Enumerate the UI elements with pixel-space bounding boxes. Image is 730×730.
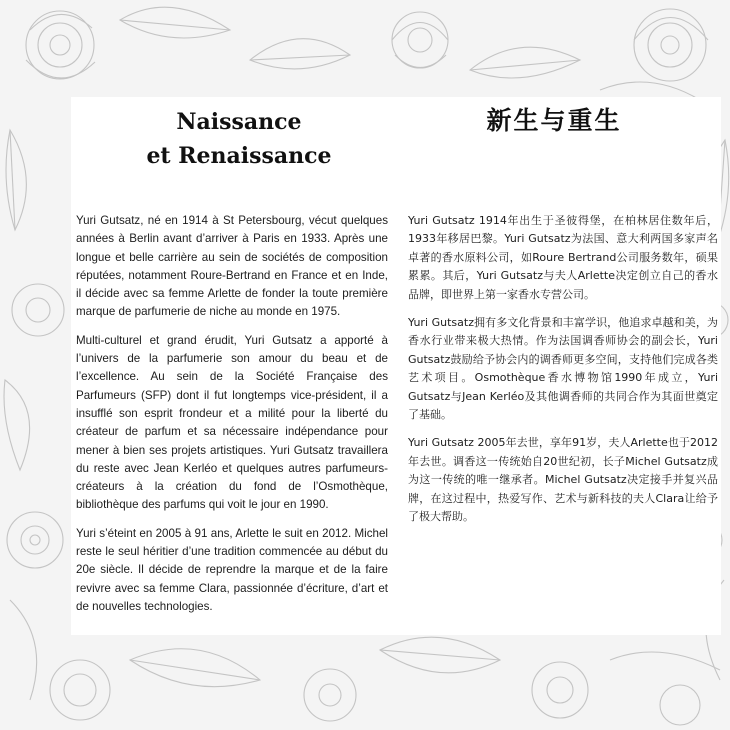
- french-title: [75, 105, 403, 173]
- chinese-text-column: [408, 212, 718, 537]
- french-text-column: [76, 212, 388, 626]
- french-paragraph: Multi-culturel et grand érudit, Yuri Gutsatz a apporté à l’univers de la parfumerie son amour du beau et de l’excellence. Au sein de la Société Française des Parfumeurs (SFP) dont il fut longtemps vice-président, il a insufflé son esprit frondeur et a milité pour la liberté du créateur de parfum et sa nécessaire indépendance pour mener à bien ses projets artistiques. Yuri Gutsatz travaillera du reste avec Jean Kerléo et quelques autres parfumeurs-créateurs à la création du fond de l’Osmothèque, bibliothèque des parfums qui voit le jour en 1990.: [76, 333, 388, 512]
- french-title-line-1: Naissance: [176, 109, 302, 135]
- chinese-paragraph: Yuri Gutsatz 1914年出生于圣彼得堡，在柏林居住数年后，1933年移居巴黎。Yuri Gutsatz为法国、意大利两国多家声名卓著的香水原料公司，如Roure Bertrand公司服务数年，硕果累累。其后，Yuri Gutsatz与夫人Arlette决定创立自己的香水品牌，即世界上第一家香水专营公司。: [408, 214, 718, 301]
- chinese-paragraph: Yuri Gutsatz拥有多文化背景和丰富学识，他追求卓越和美，为香水行业带来极大热情。作为法国调香师协会的副会长，Yuri Gutsatz鼓励给予协会内的调香师更多空间，支持他们完成各类艺术项目。Osmothèque香水博物馆1990年成立，Yuri Gutsatz与Jean Kerléo及其他调香师的共同合作为其面世奠定了基础。: [408, 316, 718, 422]
- french-paragraph: Yuri s’éteint en 2005 à 91 ans, Arlette le suit en 2012. Michel reste le seul héritier d’une tradition commencée au début du 20e siècle. Il décide de reprendre la marque et de la faire revivre avec sa femme Clara, passionnée d’écriture, d’art et de nouvelles technologies.: [76, 526, 388, 613]
- chinese-paragraph: Yuri Gutsatz 2005年去世，享年91岁，夫人Arlette也于2012年去世。调香这一传统始自20世纪初，长子Michel Gutsatz成为这一传统的唯一继承者。Michel Gutsatz决定接手并复兴品牌，在这过程中，热爱写作、艺术与新科技的夫人Clara让给予了极大帮助。: [408, 436, 718, 524]
- french-paragraph: Yuri Gutsatz, né en 1914 à St Petersbourg, vécut quelques années à Berlin avant d’arriver à Paris en 1933. Après une longue et belle carrière au sein de sociétés de composition réputées, notamment Roure-Bertrand en France et en Inde, il décide avec sa femme Arlette de fonder la toute première marque de parfumerie de niche au monde en 1975.: [76, 214, 388, 319]
- content-panel: [71, 97, 721, 635]
- french-title-line-2: et Renaissance: [146, 143, 332, 169]
- chinese-title: 新生与重生: [486, 106, 622, 135]
